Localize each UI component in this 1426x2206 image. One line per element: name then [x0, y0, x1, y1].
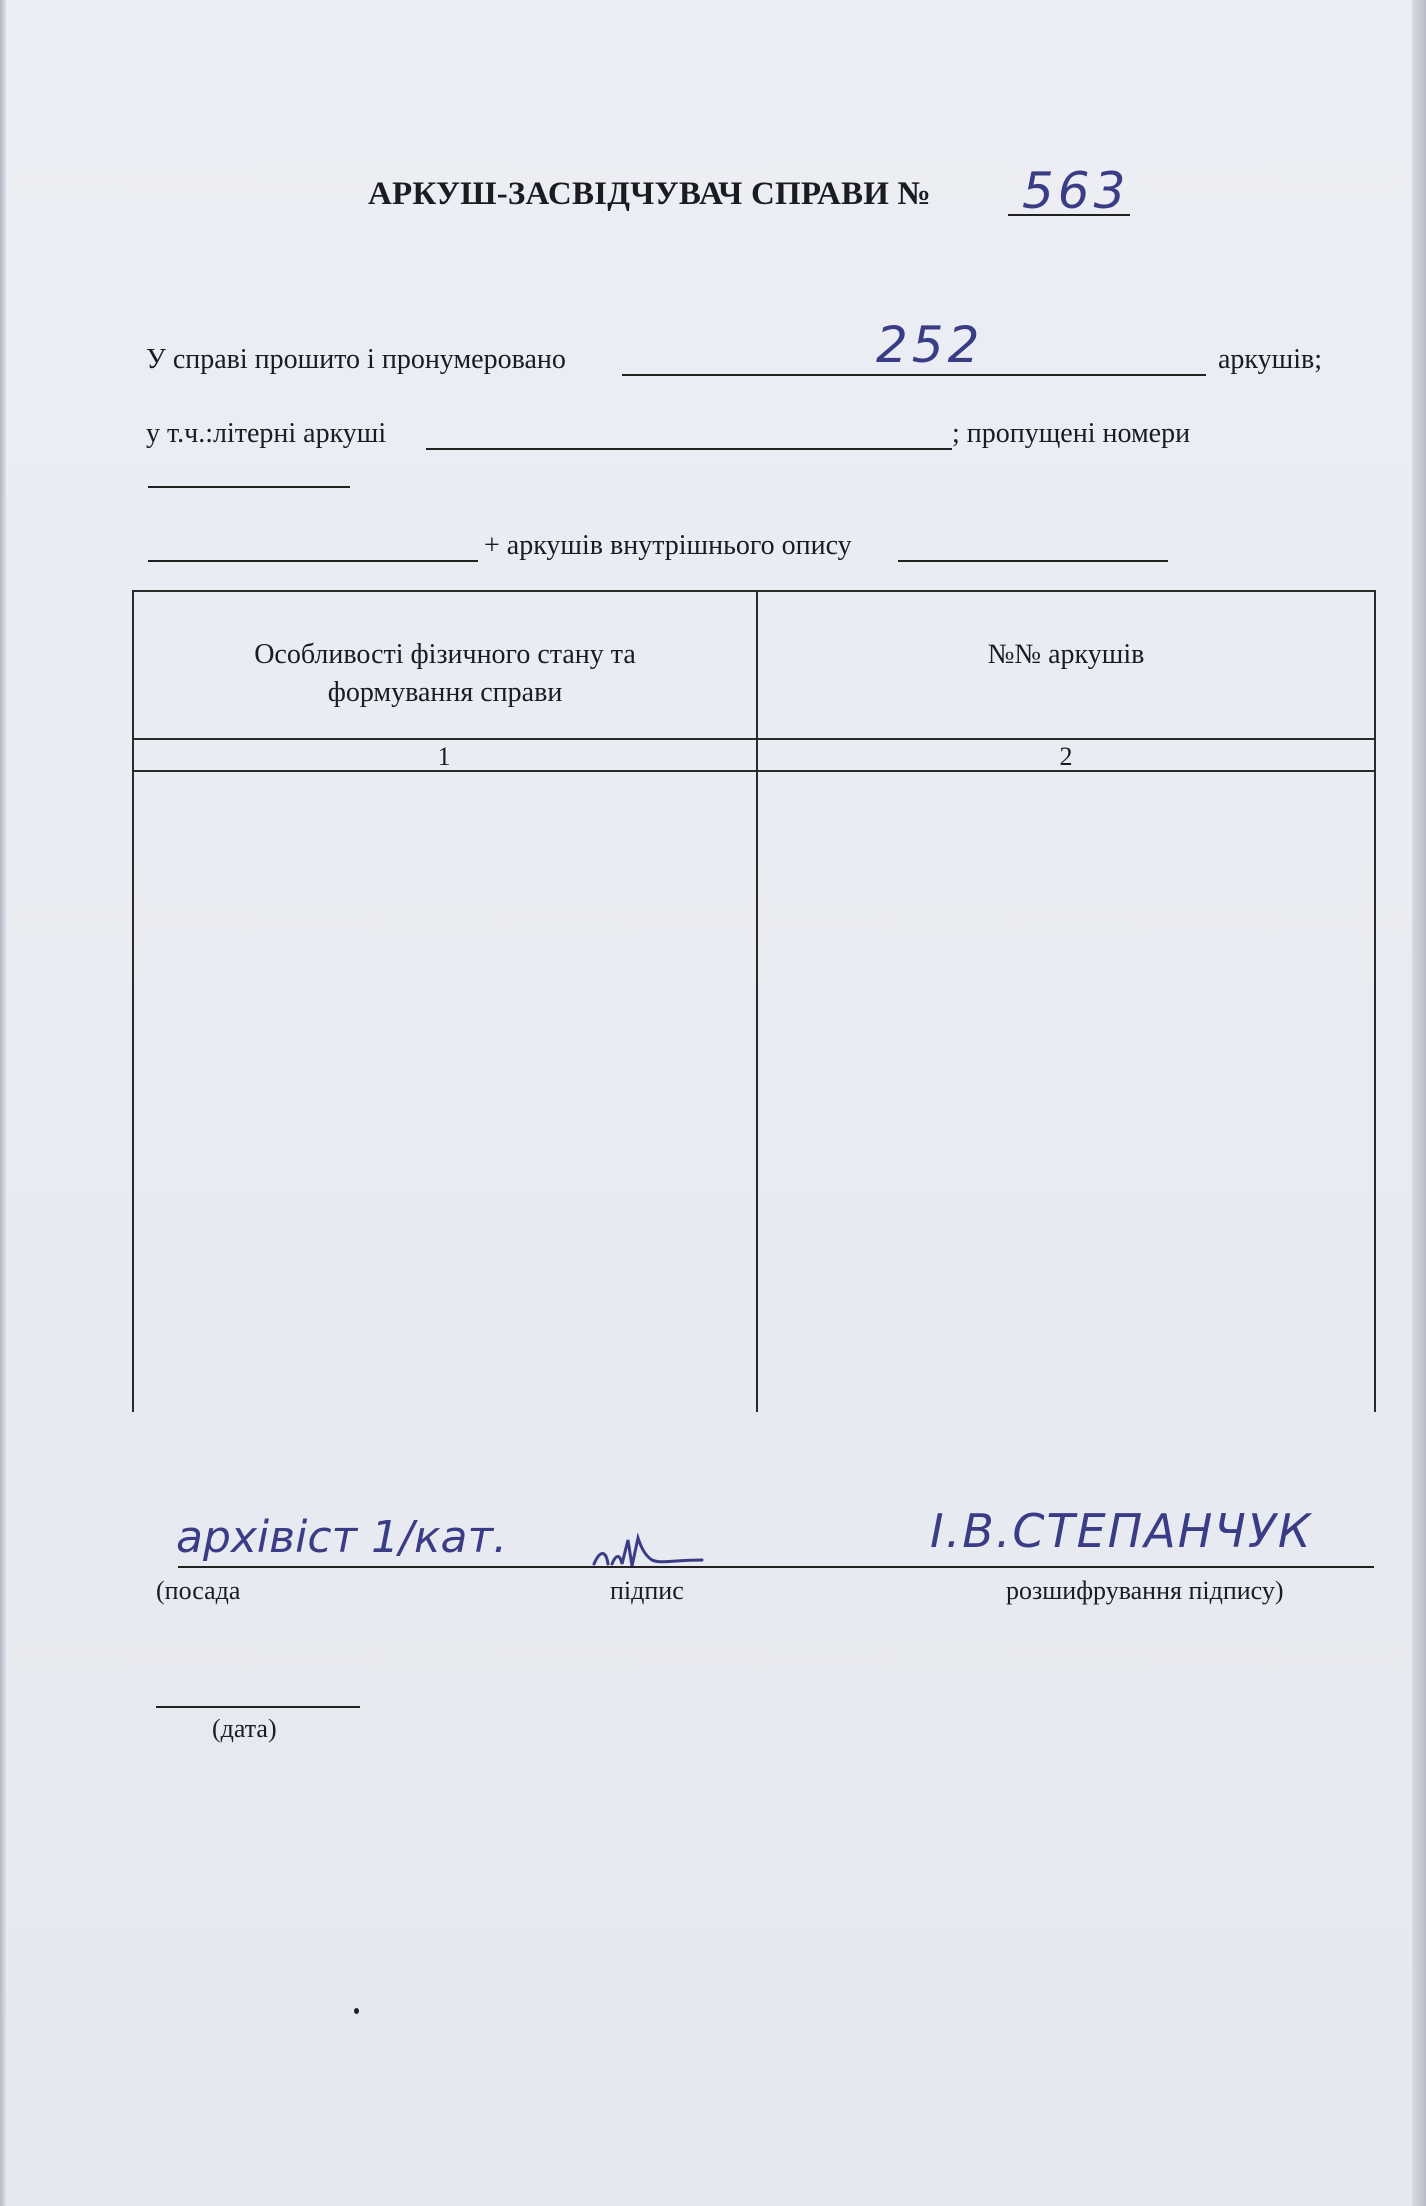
case-number-handwritten: 563 [1022, 162, 1130, 220]
inner-inventory-underline [898, 560, 1168, 562]
sheets-count-label: У справі прошито і пронумеровано [146, 344, 566, 375]
sheets-total-underline [148, 560, 478, 562]
decode-handwritten: І.В.СТЕПАНЧУК [930, 1504, 1313, 1558]
ink-speck [354, 2008, 359, 2014]
signature-scribble [588, 1520, 708, 1580]
physical-state-table [132, 590, 1376, 1412]
position-handwritten: архівіст 1/кат. [176, 1512, 508, 1563]
letter-sheets-label: у т.ч.:літерні аркуші [146, 418, 387, 449]
document-title: АРКУШ-ЗАСВІДЧУВАЧ СПРАВИ № [368, 176, 931, 212]
table-right-border [1374, 592, 1376, 1412]
sheets-suffix-label: аркушів; [1218, 344, 1322, 375]
inner-inventory-label: + аркушів внутрішнього опису [484, 530, 852, 561]
sheets-count-handwritten: 252 [876, 316, 984, 374]
table-column-number-2: 2 [1059, 742, 1073, 771]
sheets-count-underline [622, 374, 1206, 376]
decode-label: розшифрування підпису) [1006, 1576, 1284, 1605]
signature-label: підпис [610, 1576, 684, 1605]
missing-numbers-underline [148, 486, 350, 488]
letter-sheets-underline [426, 448, 952, 450]
date-underline [156, 1706, 360, 1708]
table-column-number-1: 1 [437, 742, 451, 771]
date-label: (дата) [212, 1714, 277, 1743]
missing-numbers-label: ; пропущені номери [952, 418, 1191, 449]
table-numbering-divider [132, 770, 1376, 772]
position-label: (посада [156, 1576, 241, 1605]
signature-underline [178, 1566, 1374, 1568]
table-header-physical-state: Особливості фізичного стану та формування справи [254, 639, 636, 708]
table-header-sheet-numbers: №№ аркушів [987, 639, 1145, 670]
table-header-divider [132, 738, 1376, 740]
page-right-edge [1412, 0, 1426, 2206]
table-left-border [132, 592, 134, 1412]
page-left-edge [0, 0, 6, 2206]
table-column-divider [756, 592, 758, 1412]
